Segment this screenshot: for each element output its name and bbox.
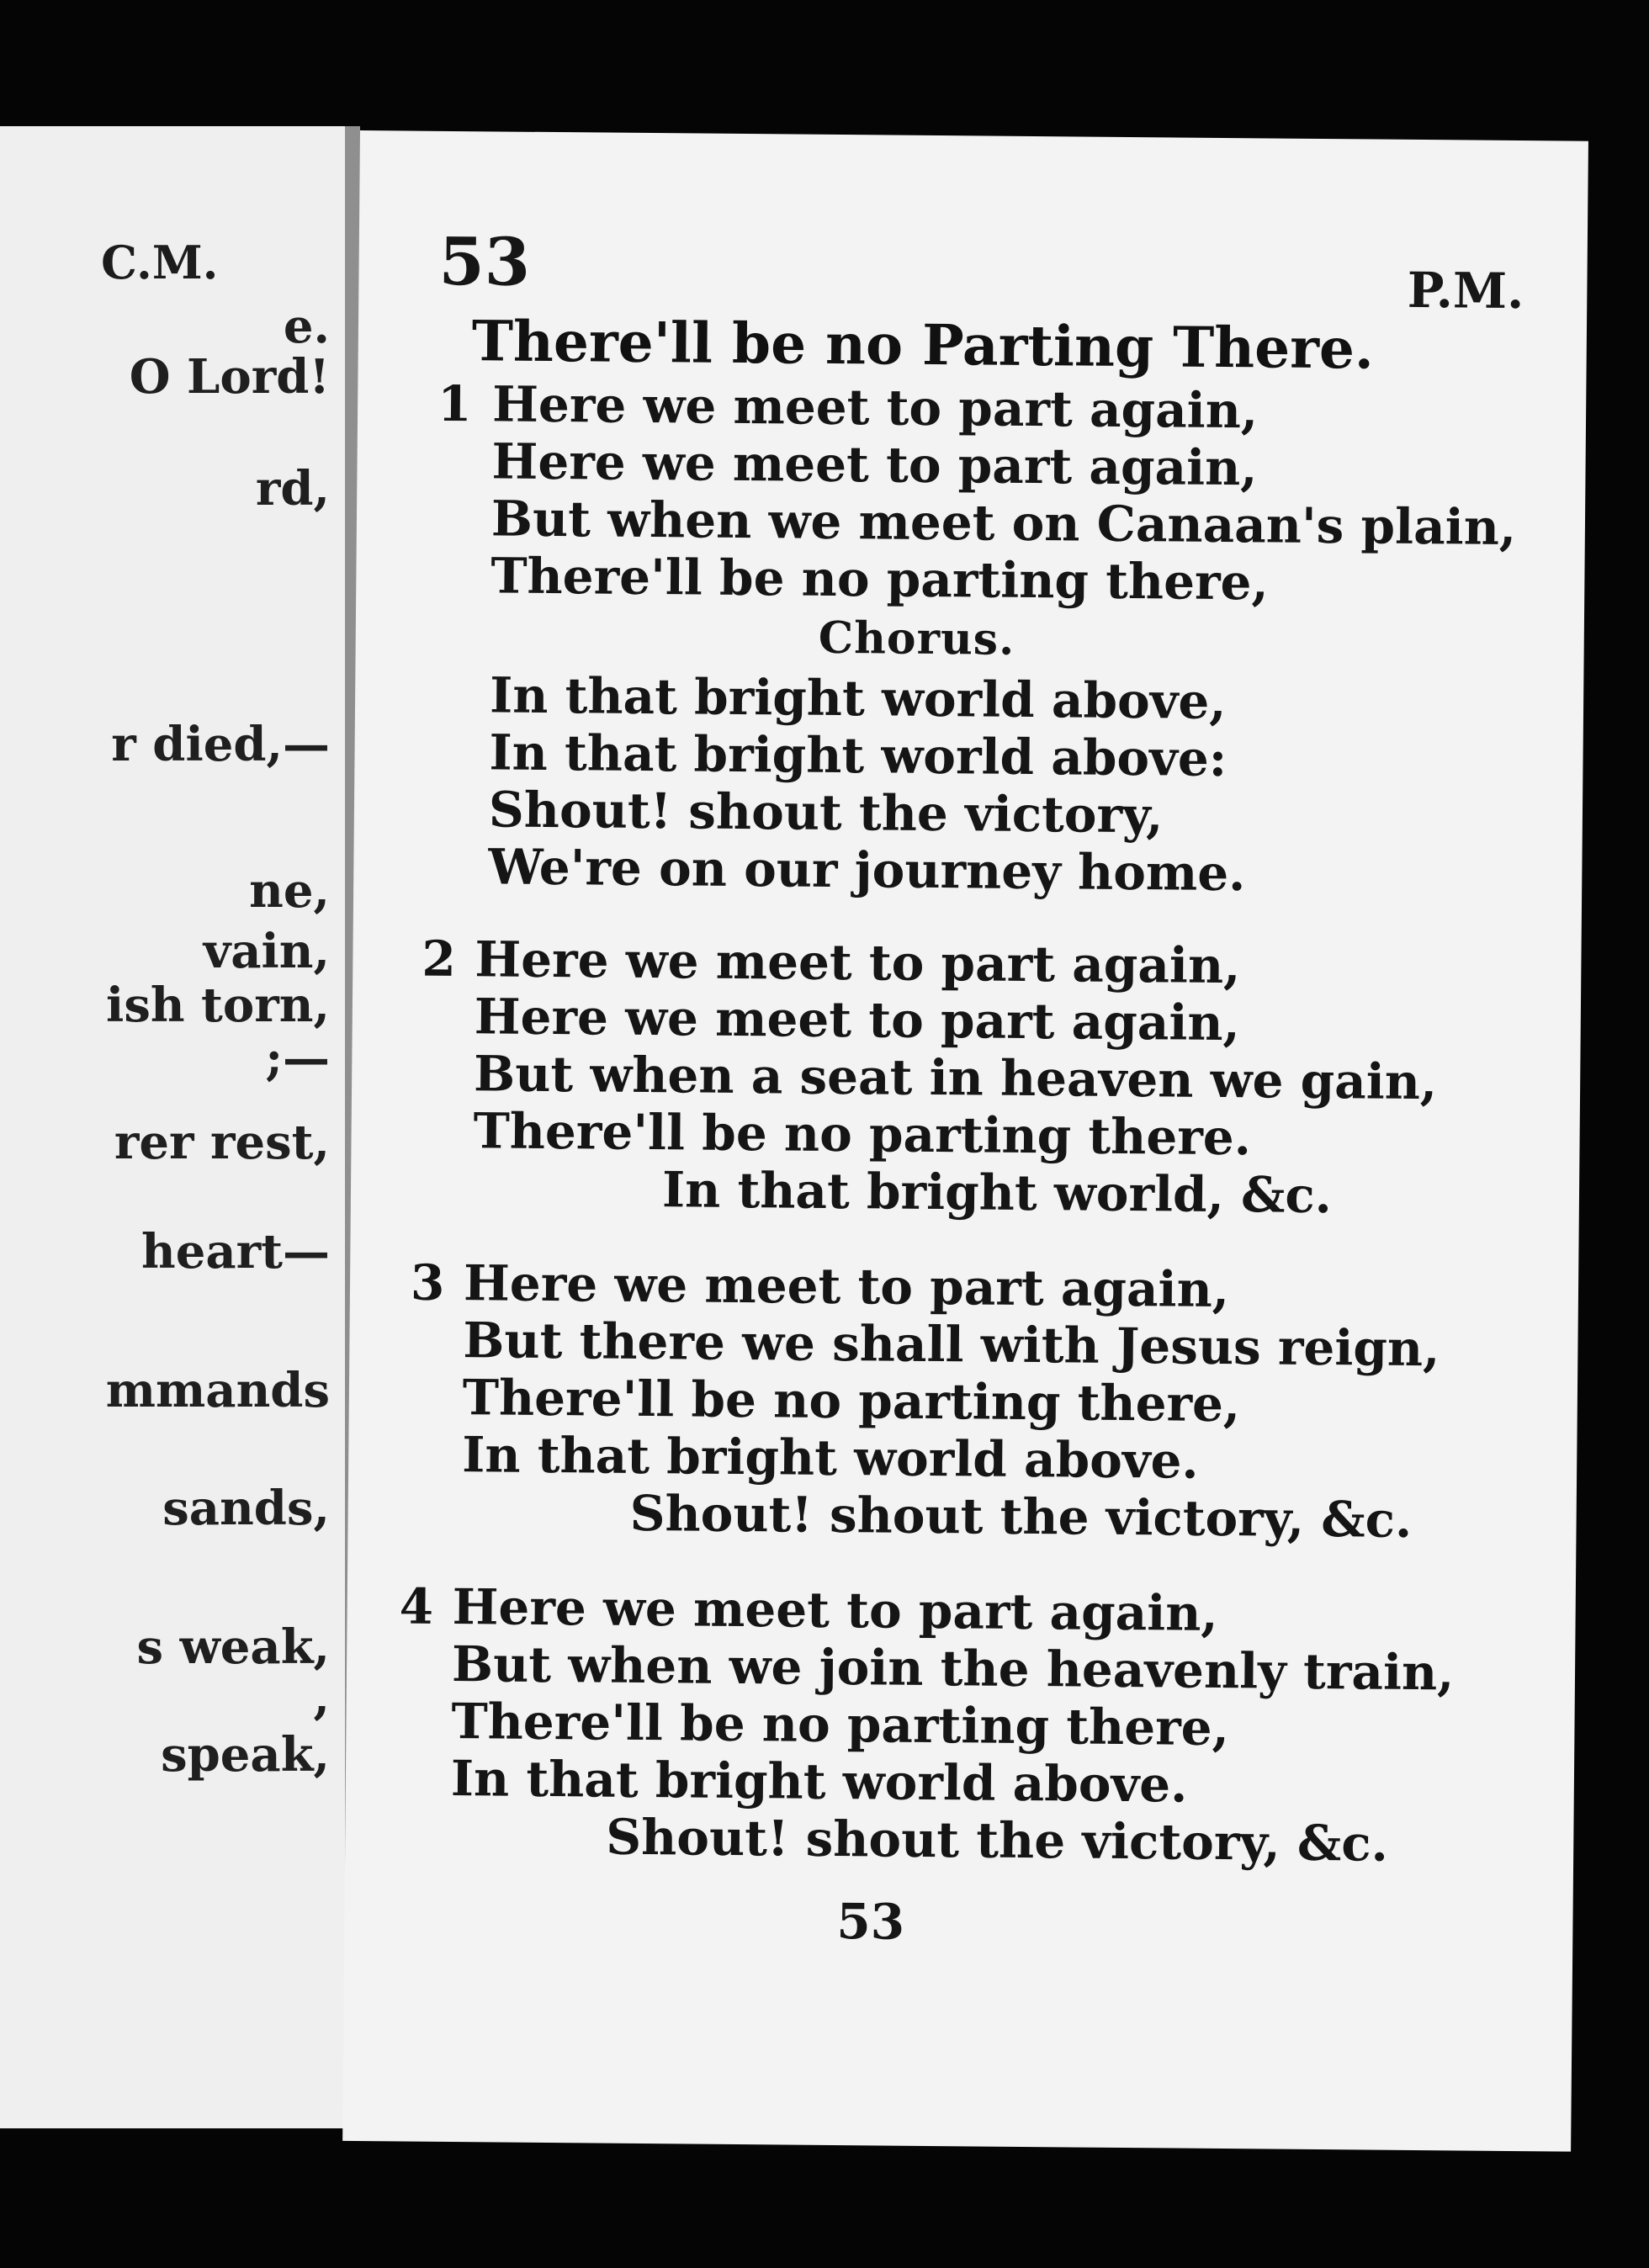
left-page-line: s weak, [136, 1619, 330, 1675]
left-page-line: ne, [249, 863, 330, 919]
left-page-meter: C.M. [101, 236, 219, 289]
verse-line: Here we meet to part again, [491, 375, 1259, 440]
refrain-line: Shout! shout the victory, &c. [606, 1808, 1389, 1873]
left-page-line: vain, [203, 924, 330, 979]
verse-line: Here we meet to part again, [491, 432, 1258, 497]
left-page-line: , [313, 1670, 330, 1725]
left-page-line: r died,— [111, 717, 330, 772]
footer-page-number: 53 [836, 1893, 905, 1951]
left-page-line: rd, [255, 461, 330, 517]
verse-line: There'll be no parting there. [473, 1102, 1252, 1167]
chorus-line: We're on our journey home. [488, 838, 1246, 903]
refrain-line: Shout! shout the victory, &c. [629, 1484, 1413, 1549]
verse-line: But when we meet on Canaan's plain, [490, 490, 1517, 557]
chorus-line: In that bright world above, [489, 666, 1227, 731]
left-page [0, 126, 345, 2128]
verse-line: But when we join the heavenly train, [451, 1635, 1455, 1702]
verse-line: There'll be no parting there, [490, 547, 1270, 612]
chorus-line: In that bright world above: [489, 723, 1227, 788]
chorus-line: Shout! shout the victory, [488, 781, 1164, 845]
left-page-line: ;— [265, 1031, 330, 1086]
hymn-meter: P.M. [1407, 261, 1524, 321]
verse-line: Here we meet to part again, [475, 930, 1241, 995]
chorus-label: Chorus. [818, 612, 1015, 665]
right-page [342, 130, 1588, 2152]
hymn-title: There'll be no Parting There. [471, 308, 1375, 382]
verse-number: 3 [410, 1253, 445, 1312]
left-page-line: sands, [162, 1481, 330, 1536]
left-page-line: mmands [105, 1363, 330, 1418]
left-page-line: heart— [141, 1224, 330, 1280]
verse-number: 4 [399, 1577, 434, 1635]
left-page-line: ish torn, [106, 978, 330, 1033]
verse-line: There'll be no parting there, [451, 1693, 1230, 1757]
verse-line: In that bright world above. [461, 1426, 1199, 1490]
refrain-line: In that bright world, &c. [661, 1161, 1333, 1225]
left-page-line: O Lord! [129, 349, 330, 405]
left-page-line: e. [283, 299, 330, 354]
verse-line: Here we meet to part again, [463, 1254, 1230, 1319]
verse-number: 1 [437, 374, 472, 433]
verse-line: In that bright world above. [450, 1750, 1188, 1814]
page-number: 53 [438, 223, 531, 301]
verse-line: But when a seat in heaven we gain, [473, 1045, 1438, 1111]
verse-number: 2 [422, 930, 457, 988]
left-page-line: rer rest, [114, 1115, 330, 1170]
verse-line: Here we meet to part again, [452, 1578, 1218, 1642]
verse-line: But there we shall with Jesus reign, [463, 1312, 1440, 1378]
verse-line: There'll be no parting there, [462, 1369, 1241, 1433]
left-page-line: speak, [161, 1727, 330, 1783]
verse-line: Here we meet to part again, [474, 988, 1241, 1052]
